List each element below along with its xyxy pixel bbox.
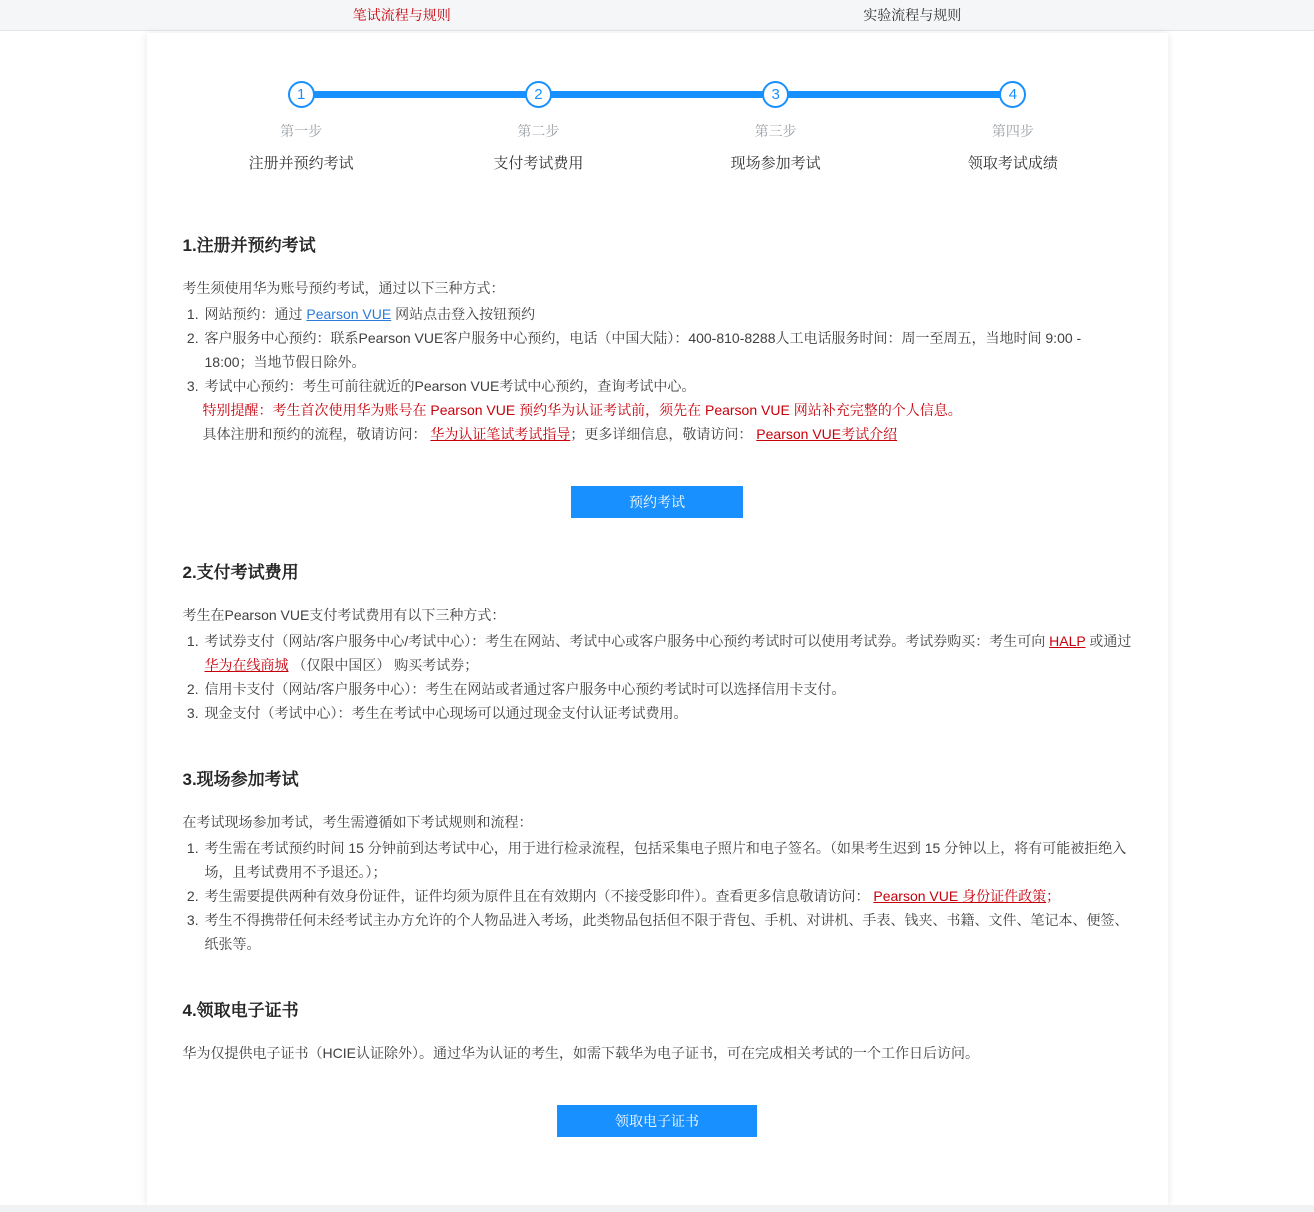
section-certificate-intro: 华为仅提供电子证书（HCIE认证除外）。通过华为认证的考生，如需下载华为电子证书，可在完成相关考试的一个工作日后访问。 [182,1045,979,1061]
step-1-circle: 1 [288,81,315,108]
payment-method-creditcard [203,677,1132,701]
step-2-title: 支付考试费用 [493,155,584,172]
text-segment: 考生需要提供两种有效身份证件，证件均须为原件且在有效期内（不接受影印件）。查看更多信息敬请访问： [204,888,874,904]
payment-method-voucher [203,629,1132,677]
onsite-rule-arrival [203,836,1132,884]
payment-methods-list [183,629,1132,725]
get-certificate-button[interactable]: 领取电子证书 [557,1105,757,1137]
register-method-callcenter [203,326,1132,374]
stepper-steps [183,81,1132,173]
text-segment: 考试中心预约：考生可前往就近的Pearson VUE考试中心预约，查询考试中心。 [204,378,696,394]
step-2-circle: 2 [525,81,552,108]
step-4-circle: 4 [999,81,1026,108]
written-exam-guide-link[interactable]: 华为认证笔试考试指导 [430,426,571,442]
section-register-heading: 1.注册并预约考试 [182,236,316,255]
register-methods-list [183,302,1132,398]
stepper-step-3 [657,81,894,173]
tab-written-exam-process[interactable]: 笔试流程与规则 [352,7,451,23]
section-certificate-heading: 4.领取电子证书 [182,1001,299,1020]
text-segment: 具体注册和预约的流程，敬请访问： [202,426,431,442]
pearson-vue-link[interactable]: Pearson VUE [306,306,392,322]
stepper-step-1 [183,81,420,173]
text-segment: 信用卡支付（网站/客户服务中心）：考生在网站或者通过客户服务中心预约考试时可以选择信用卡支付。 [204,681,846,697]
text-segment: （仅限中国区） 购买考试券； [288,657,479,673]
section-onsite-heading: 3.现场参加考试 [182,770,299,789]
onsite-rule-personal-items [203,908,1132,956]
pearson-exam-intro-link[interactable]: Pearson VUE考试介绍 [756,426,898,442]
content-card [147,33,1168,1205]
text-segment: ； [1046,888,1061,904]
tab-lab-exam-process[interactable]: 实验流程与规则 [863,7,962,23]
onsite-rules-list [183,836,1132,956]
step-4-label: 第四步 [991,123,1034,139]
step-1-title: 注册并预约考试 [248,155,354,172]
step-3-circle: 3 [762,81,789,108]
step-3-title: 现场参加考试 [730,155,821,172]
page-footer-strip [0,1205,1314,1212]
text-segment: 考生需在考试预约时间 15 分钟前到达考试中心，用于进行检录流程，包括采集电子照片和电子签名。（如果考生迟到 15 分钟以上，将有可能被拒绝入场，且考试费用不予退还。）； [204,840,1127,880]
id-policy-link[interactable]: Pearson VUE 身份证件政策 [873,888,1047,904]
text-segment: 网站预约：通过 [204,306,307,322]
registration-guide-note [203,422,1132,446]
text-segment: ；更多详细信息，敬请访问： [570,426,757,442]
stepper-step-4 [894,81,1131,173]
step-3-label: 第三步 [754,123,797,139]
top-tab-bar [0,0,1314,31]
special-reminder-note: 特别提醒：考生首次使用华为账号在 Pearson VUE 预约华为认证考试前，须先在 Pearson VUE 网站补充完整的个人信息。 [202,402,962,418]
register-method-website [203,302,1132,326]
text-segment: 考试券支付（网站/客户服务中心/考试中心）：考生在网站、考试中心或客户服务中心预约考试时可以使用考试券。考试券购买：考生可向 [204,633,1050,649]
register-method-testcenter [203,374,1132,398]
step-1-label: 第一步 [280,123,323,139]
text-segment: 网站点击登入按钮预约 [391,306,536,322]
top-tab-bar-inner [147,0,1168,30]
text-segment: 客户服务中心预约：联系Pearson VUE客户服务中心预约，电话（中国大陆）：400-810-8288人工电话服务时间：周一至周五，当地时间 9:00 - 18:00；当地节假日除外。 [204,330,1082,370]
text-segment: 考生不得携带任何未经考试主办方允许的个人物品进入考场，此类物品包括但不限于背包、手机、对讲机、手表、钱夹、书籍、文件、笔记本、便签、纸张等。 [204,912,1129,952]
stepper-step-2 [420,81,657,173]
section-payment-intro: 考生在Pearson VUE支付考试费用有以下三种方式： [182,607,506,623]
section-payment-heading: 2.支付考试费用 [182,563,299,582]
halp-link[interactable]: HALP [1049,633,1086,649]
onsite-rule-id [203,884,1132,908]
book-exam-button[interactable]: 预约考试 [571,486,743,518]
exam-process-stepper [183,81,1132,173]
text-segment: 或通过 [1085,633,1132,649]
step-4-title: 领取考试成绩 [967,155,1058,172]
huawei-online-store-link[interactable]: 华为在线商城 [204,657,289,673]
text-segment: 现金支付（考试中心）：考生在考试中心现场可以通过现金支付认证考试费用。 [204,705,688,721]
step-2-label: 第二步 [517,123,560,139]
section-onsite-intro: 在考试现场参加考试，考生需遵循如下考试规则和流程： [182,814,533,830]
payment-method-cash [203,701,1132,725]
section-register-intro: 考生须使用华为账号预约考试，通过以下三种方式： [182,280,505,296]
